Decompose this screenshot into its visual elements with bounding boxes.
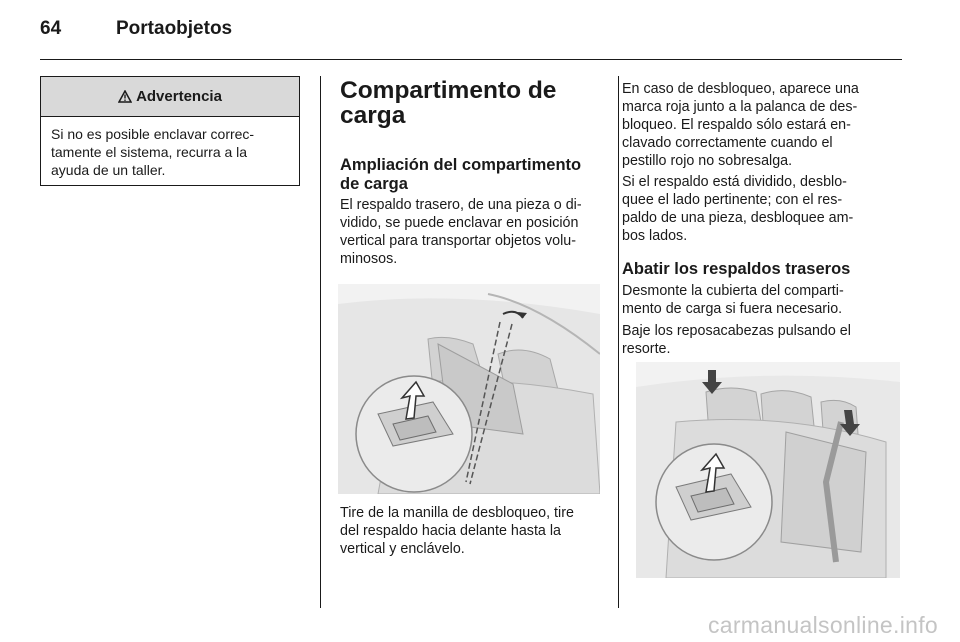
warning-title: Advertencia xyxy=(136,88,222,105)
warning-text xyxy=(41,117,299,179)
split-backrest-paragraph xyxy=(622,173,904,245)
warning-line: ayuda de un taller. xyxy=(51,162,166,178)
warning-header xyxy=(41,77,299,117)
unlock-paragraph xyxy=(622,80,904,170)
warning-line: tamente el sistema, recurra a la xyxy=(51,144,248,160)
remove-cover-paragraph xyxy=(622,282,904,318)
paragraph-line: paldo de una pieza, desbloquee am- xyxy=(622,210,854,226)
paragraph-line: resorte. xyxy=(622,341,671,357)
fold-backrests-heading: Abatir los respaldos traseros xyxy=(622,260,851,278)
paragraph-line: minosos. xyxy=(340,251,398,267)
cargo-heading xyxy=(340,78,602,128)
paragraph-line: vidido, se puede enclavar en posición xyxy=(340,215,579,231)
warning-line: Si no es posible enclavar correc- xyxy=(51,126,255,142)
paragraph-line: mento de carga si fuera necesario. xyxy=(622,301,843,317)
warning-triangle-icon xyxy=(118,90,132,103)
paragraph-line: En caso de desbloqueo, aparece una xyxy=(622,81,859,97)
heading-line: Compartimento de xyxy=(340,77,557,104)
paragraph-line: clavado correctamente cuando el xyxy=(622,135,833,151)
paragraph-line: Desmonte la cubierta del comparti- xyxy=(622,283,844,299)
page-number: 64 xyxy=(40,18,62,39)
column-divider-right xyxy=(618,76,619,608)
warning-box xyxy=(40,76,300,186)
header-rule xyxy=(40,59,902,60)
paragraph-line: vertical para transportar objetos volu- xyxy=(340,233,577,249)
paragraph-line: Tire de la manilla de desbloqueo, tire xyxy=(340,505,574,521)
heading-line: carga xyxy=(340,102,406,129)
subheading-line: de carga xyxy=(340,175,408,193)
watermark: carmanualsonline.info xyxy=(707,612,938,638)
seatback-release-illustration xyxy=(338,284,600,494)
paragraph-line: vertical y enclávelo. xyxy=(340,541,465,557)
paragraph-line: bloqueo. El respaldo sólo estará en- xyxy=(622,117,851,133)
paragraph-line: marca roja junto a la palanca de des- xyxy=(622,99,858,115)
paragraph-line: El respaldo trasero, de una pieza o di- xyxy=(340,197,582,213)
paragraph-line: pestillo rojo no sobresalga. xyxy=(622,153,793,169)
cargo-intro-paragraph xyxy=(340,196,602,268)
paragraph-line: Si el respaldo está dividido, desblo- xyxy=(622,174,847,190)
paragraph-line: bos lados. xyxy=(622,228,688,244)
cargo-subheading xyxy=(340,156,602,194)
column-divider-left xyxy=(320,76,321,608)
headrest-paragraph xyxy=(622,322,904,358)
paragraph-line: quee el lado pertinente; con el res- xyxy=(622,192,843,208)
section-title: Portaobjetos xyxy=(116,18,233,39)
paragraph-line: del respaldo hacia delante hasta la xyxy=(340,523,561,539)
headrest-lowering-illustration xyxy=(636,362,900,578)
paragraph-line: Baje los reposacabezas pulsando el xyxy=(622,323,851,339)
subheading-line: Ampliación del compartimento xyxy=(340,156,582,174)
cargo-instruction-paragraph xyxy=(340,504,602,558)
